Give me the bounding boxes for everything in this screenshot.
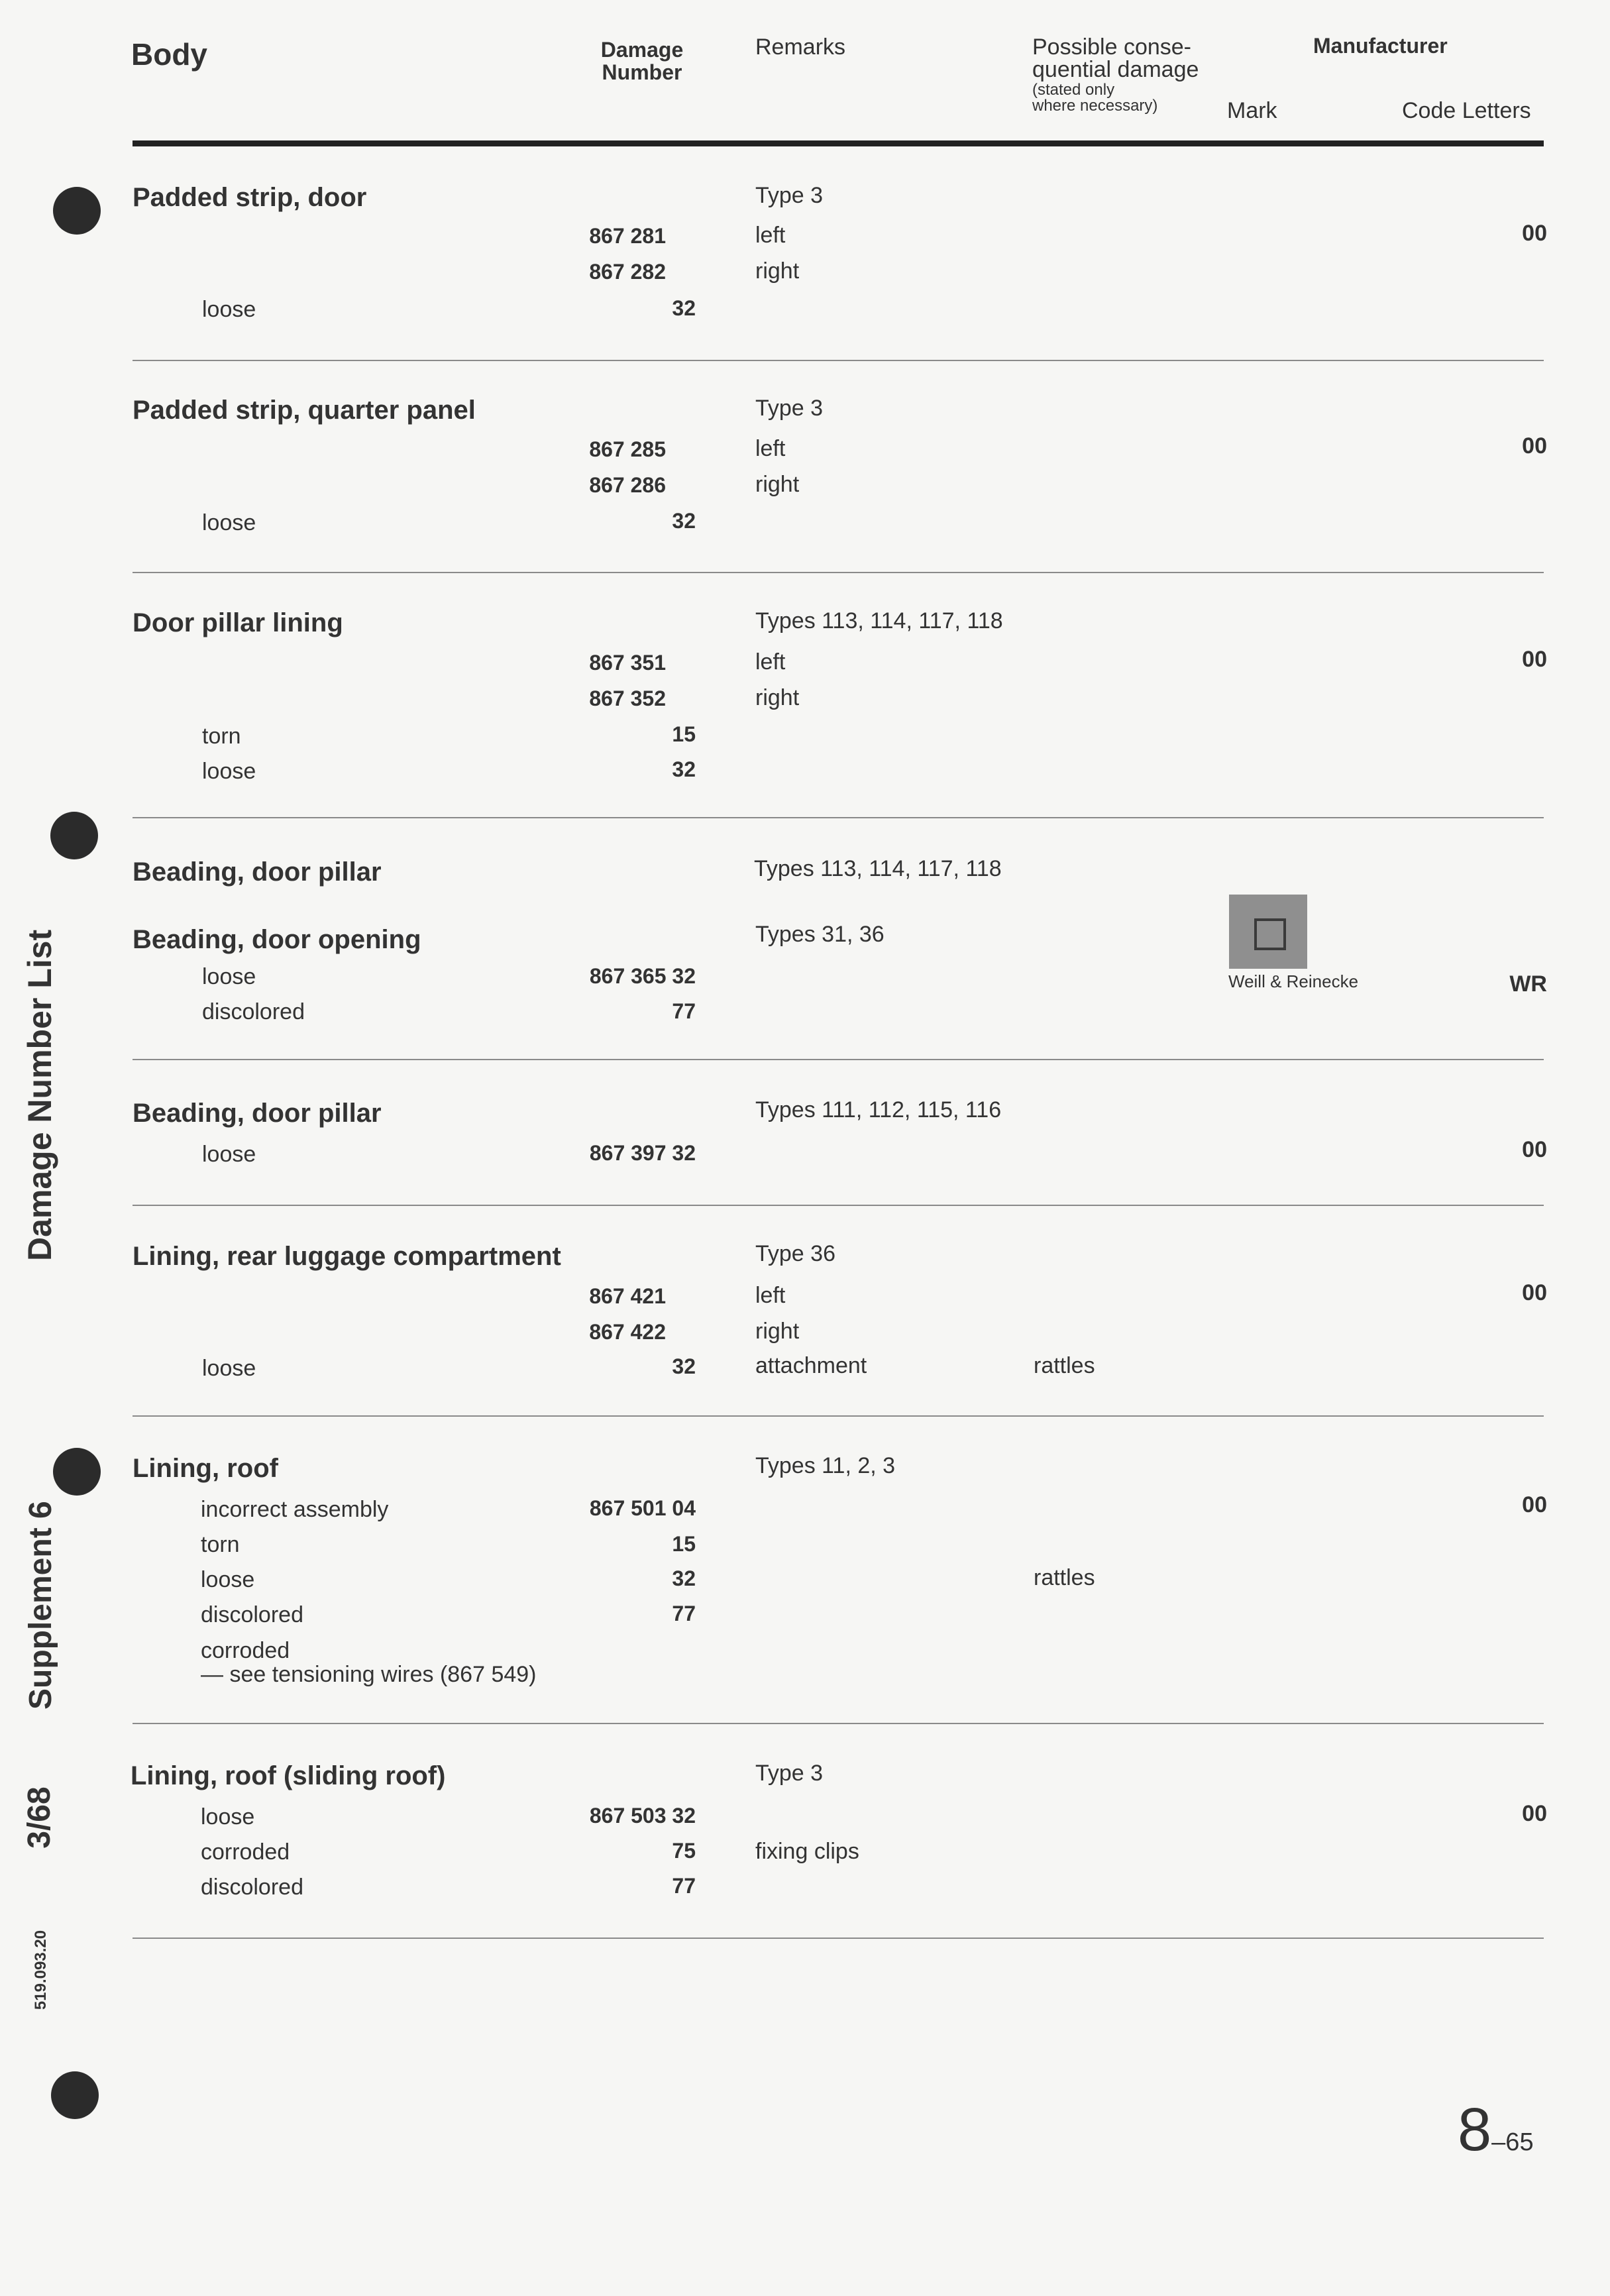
damage-number: 32 (672, 296, 696, 320)
header-consequential (1032, 36, 1199, 114)
cross-reference: — see tensioning wires (867 549) (201, 1662, 537, 1687)
manufacturer-mark: Weill & Reinecke (1228, 971, 1359, 991)
header-consequential-line1: Possible conse- (1032, 34, 1192, 60)
damage-label: torn (202, 724, 241, 749)
section-type: Type 3 (755, 396, 824, 421)
damage-number: 867 281 (589, 224, 666, 248)
damage-label: loose (202, 1356, 256, 1381)
damage-label: corroded (201, 1839, 290, 1865)
code-letters: 00 (1522, 647, 1547, 672)
section-title: Lining, roof (133, 1454, 278, 1483)
damage-label: loose (202, 510, 256, 535)
page-number-sub: –65 (1491, 2128, 1534, 2156)
remark: right (755, 258, 800, 284)
header-consequential-line2: quential damage (1032, 57, 1199, 82)
section-type: Type 3 (755, 183, 824, 208)
section-divider (133, 572, 1544, 573)
section-divider (133, 1938, 1544, 1939)
section-type: Types 113, 114, 117, 118 (755, 608, 1003, 633)
damage-label: torn (201, 1532, 240, 1557)
damage-number: 867 365 32 (589, 964, 696, 988)
section-divider (133, 360, 1544, 361)
remark: right (755, 1319, 800, 1344)
damage-label: loose (202, 964, 256, 989)
damage-number: 32 (672, 757, 696, 781)
damage-number: 77 (672, 1602, 696, 1625)
code-letters: 00 (1522, 433, 1547, 459)
header-remarks: Remarks (755, 34, 846, 60)
damage-label: discolored (202, 999, 305, 1024)
code-letters: WR (1509, 971, 1547, 997)
section-divider (133, 817, 1544, 818)
damage-number: 15 (672, 722, 696, 746)
header-damage-line1: Damage (600, 38, 684, 62)
side-supplement: Supplement 6 (23, 1501, 58, 1710)
remark: attachment (755, 1353, 867, 1378)
remark: right (755, 685, 800, 710)
damage-label: discolored (201, 1875, 303, 1900)
damage-number: 867 422 (589, 1320, 666, 1344)
code-letters: 00 (1522, 1280, 1547, 1305)
header-mark: Mark (1227, 98, 1277, 123)
section-title: Padded strip, quarter panel (133, 396, 476, 425)
section-title: Beading, door pillar (133, 857, 382, 887)
side-doc-number: 519.093.20 (32, 1930, 50, 2010)
header-manufacturer: Manufacturer (1313, 34, 1448, 58)
header-damage-number (590, 38, 694, 83)
section-type: Type 3 (755, 1761, 824, 1786)
section-type: Types 11, 2, 3 (755, 1453, 896, 1478)
damage-number: 867 286 (589, 473, 666, 497)
side-date: 3/68 (22, 1786, 57, 1849)
damage-number: 867 503 32 (589, 1804, 696, 1828)
page-number-main: 8 (1458, 2096, 1492, 2163)
damage-number: 867 501 04 (589, 1496, 696, 1520)
damage-number: 77 (672, 999, 696, 1023)
header-rule (133, 140, 1544, 146)
header-consequential-note2: where necessary) (1032, 97, 1158, 115)
damage-number: 867 285 (589, 437, 666, 461)
section-title-secondary: Beading, door opening (133, 925, 421, 954)
binder-hole-4 (51, 2071, 99, 2119)
consequential-damage: rattles (1034, 1565, 1095, 1590)
remark: right (755, 472, 800, 497)
code-letters: 00 (1522, 221, 1547, 246)
remark: fixing clips (755, 1839, 859, 1864)
damage-label: loose (202, 1142, 256, 1167)
code-letters: 00 (1522, 1137, 1547, 1162)
section-type: Types 111, 112, 115, 116 (755, 1097, 1002, 1122)
section-title: Beading, door pillar (133, 1099, 382, 1128)
binder-hole-1 (53, 187, 101, 235)
damage-number: 867 421 (589, 1284, 666, 1308)
header-consequential-note1: (stated only (1032, 81, 1115, 99)
section-type: Type 36 (755, 1241, 835, 1266)
damage-number: 32 (672, 1566, 696, 1590)
section-type-secondary: Types 31, 36 (755, 922, 885, 947)
damage-number: 867 397 32 (589, 1141, 696, 1165)
damage-number: 75 (672, 1839, 696, 1863)
header-code-letters: Code Letters (1402, 98, 1531, 123)
manufacturer-logo-mark (1254, 918, 1286, 950)
damage-number: 77 (672, 1874, 696, 1898)
page-title: Body (131, 37, 207, 72)
binder-hole-3 (53, 1448, 101, 1496)
section-divider (133, 1205, 1544, 1206)
remark: left (755, 223, 786, 248)
damage-label: loose (202, 759, 256, 784)
side-damage-number-list: Damage Number List (21, 929, 58, 1261)
header-damage-line2: Number (602, 60, 682, 84)
damage-number: 867 282 (589, 260, 666, 284)
damage-number: 32 (672, 509, 696, 533)
damage-label: corroded (201, 1638, 290, 1663)
remark: left (755, 649, 786, 675)
damage-number: 867 351 (589, 651, 666, 675)
damage-number: 32 (672, 1354, 696, 1378)
consequential-damage: rattles (1034, 1353, 1095, 1378)
damage-label: loose (202, 297, 256, 322)
section-divider (133, 1723, 1544, 1724)
damage-label: loose (201, 1567, 255, 1592)
page-number (1458, 2095, 1534, 2165)
code-letters: 00 (1522, 1801, 1547, 1826)
binder-hole-2 (50, 812, 98, 859)
damage-label: loose (201, 1804, 255, 1830)
section-title: Lining, rear luggage compartment (133, 1242, 561, 1271)
section-title: Door pillar lining (133, 608, 343, 637)
section-divider (133, 1415, 1544, 1417)
section-title: Lining, roof (sliding roof) (131, 1761, 446, 1790)
code-letters: 00 (1522, 1492, 1547, 1517)
damage-number: 15 (672, 1532, 696, 1556)
section-type: Types 113, 114, 117, 118 (754, 856, 1002, 881)
section-title: Padded strip, door (133, 183, 367, 212)
section-divider (133, 1059, 1544, 1060)
remark: left (755, 1283, 786, 1308)
damage-label: discolored (201, 1602, 303, 1627)
damage-label: incorrect assembly (201, 1497, 389, 1522)
damage-number: 867 352 (589, 686, 666, 710)
manufacturer-logo (1229, 895, 1307, 969)
remark: left (755, 436, 786, 461)
